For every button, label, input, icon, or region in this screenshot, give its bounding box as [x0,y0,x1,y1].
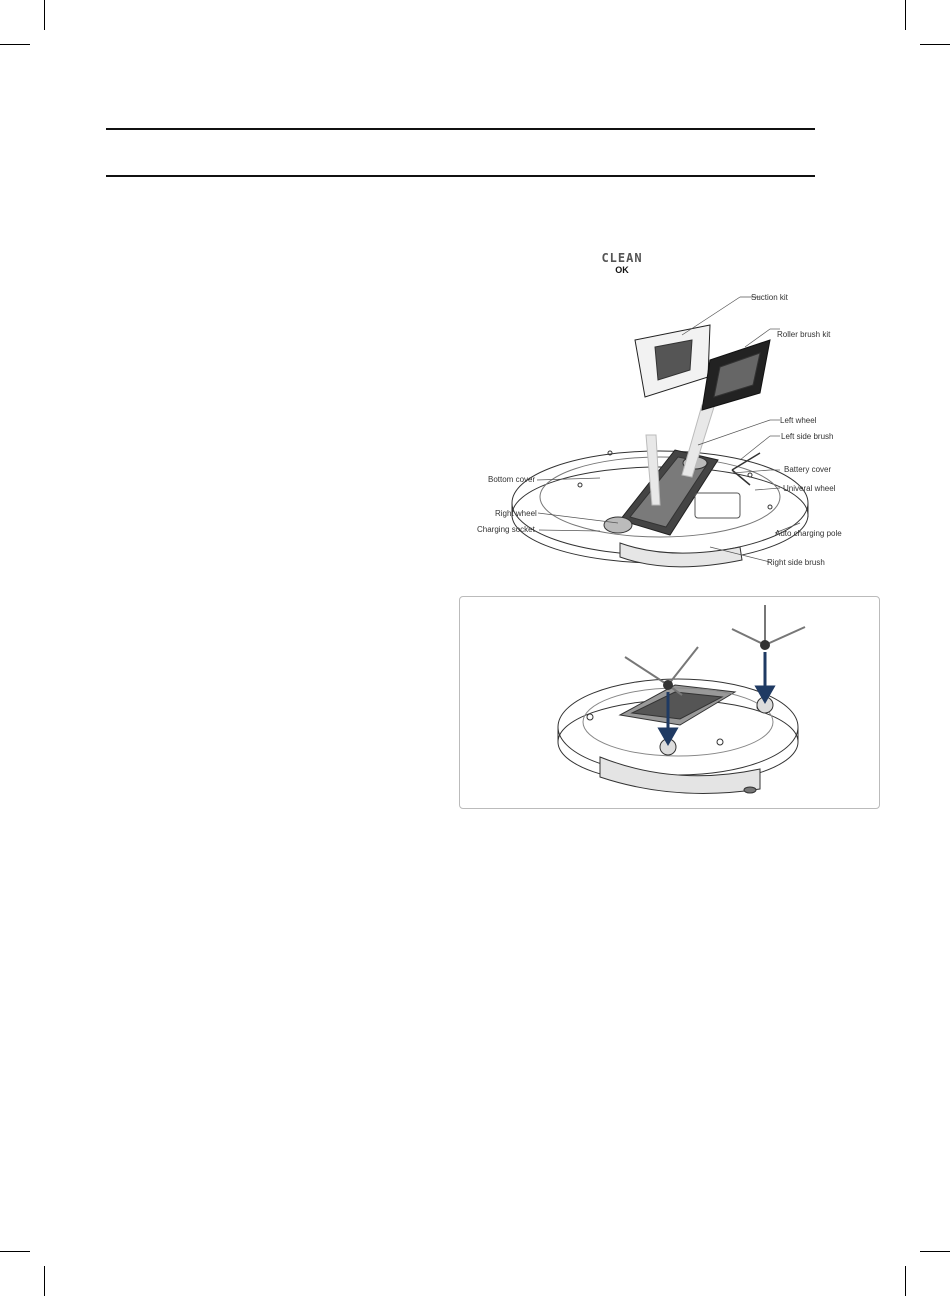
label-bottom-cover: Bottom cover [488,475,536,484]
label-charging-socket: Charging socket [477,525,535,534]
label-roller-brush-kit: Roller brush kit [777,330,831,339]
crop-mark [905,0,906,30]
label-universal-wheel: Univeral wheel [783,484,836,493]
crop-mark [920,44,950,45]
robot-parts-diagram [470,285,870,585]
crop-mark [0,1251,30,1252]
crop-mark [905,1266,906,1296]
side-brush-line-art [460,597,879,808]
crop-mark [0,44,30,45]
label-left-wheel: Left wheel [780,416,817,425]
label-battery-cover: Battery cover [784,465,832,474]
header-rule-top [106,128,815,130]
clean-label: CLEAN [601,251,643,265]
crop-mark [920,1251,950,1252]
label-suction-kit: Suction kit [751,293,788,302]
label-left-side-brush: Left side brush [781,432,834,441]
clean-ok-button-icon [597,252,647,275]
ok-label: OK [615,265,629,275]
crop-mark [44,0,45,30]
side-brush-install-figure [459,596,880,809]
label-right-wheel: Right wheel [495,509,537,518]
label-right-side-brush: Right side brush [767,558,825,567]
label-auto-charging-pole: Auto charging pole [775,529,842,538]
crop-mark [44,1266,45,1296]
header-rule-bottom [106,175,815,177]
